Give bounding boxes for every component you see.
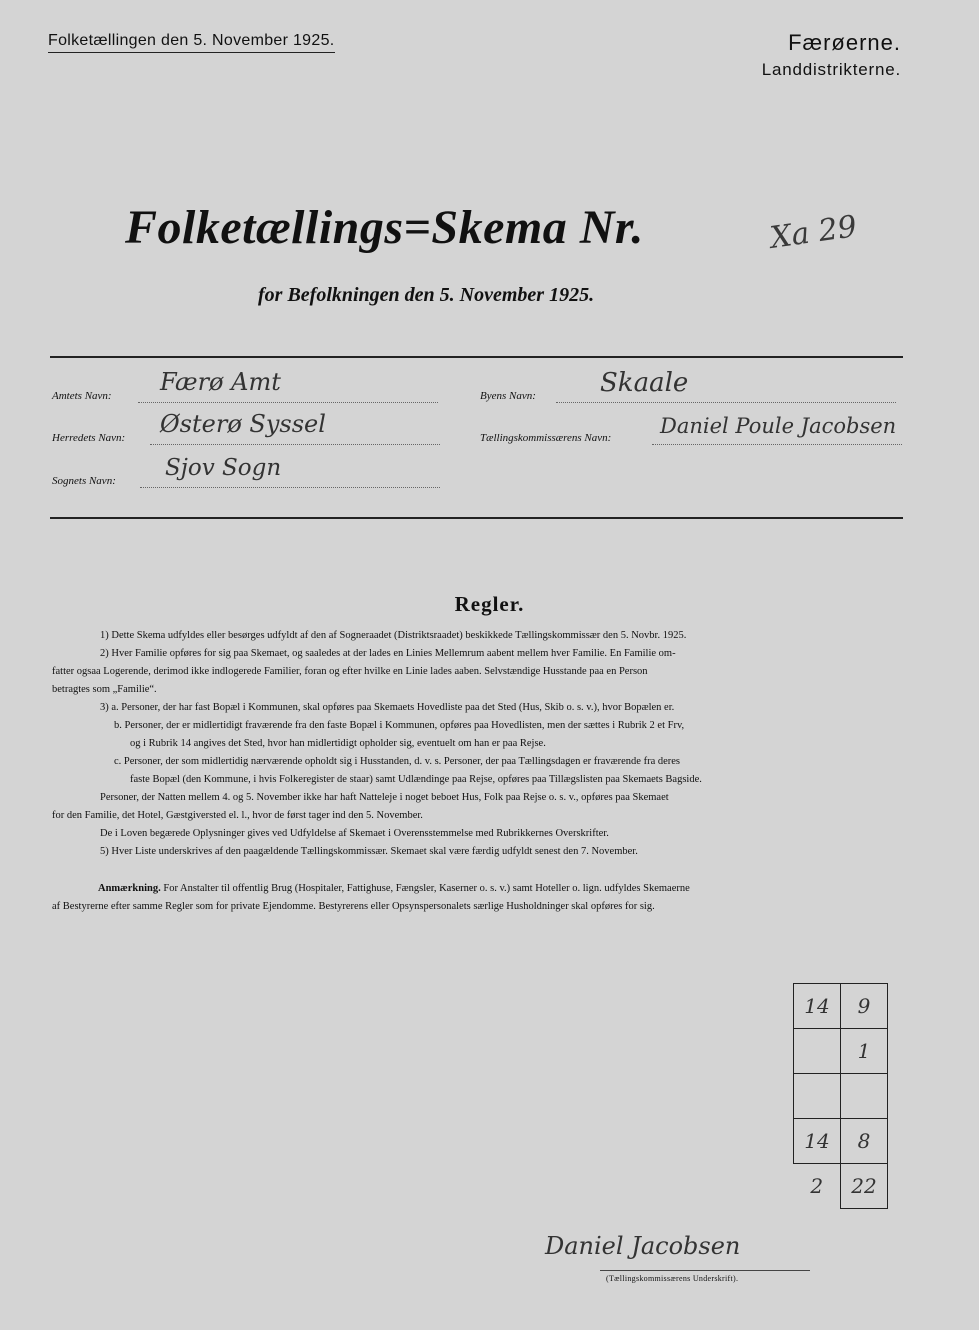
anmaerkning-line1: For Anstalter til offentlig Brug (Hospitaler, Fattighuse, Fængsler, Kaserner o. s. v.) samt Hoteller o. lign. udfyldes Skemaerne (163, 883, 690, 894)
district-type: Landdistrikterne. (761, 60, 901, 79)
rule-line: b. Personer, der er midlertidigt fraværende fra den faste Bopæl i Kommunen, opføres paa Hovedlisten, men der sættes i Rubrik 2 et Frv, (114, 720, 685, 731)
by-value[interactable]: Skaale (600, 368, 689, 398)
herred-line (150, 444, 440, 445)
rule-line: 3) a. Personer, der har fast Bopæl i Kommunen, skal opføres paa Skemaets Hovedliste paa det Sted (Hus, Skib o. s. v.), hvor Bopælen er. (100, 702, 675, 713)
sogn-label: Sognets Navn: (52, 475, 116, 487)
tally-cell[interactable]: 9 (841, 984, 888, 1029)
tally-total-cell[interactable]: 2 (810, 1174, 824, 1199)
tally-cell[interactable] (794, 1029, 841, 1074)
tally-row (794, 984, 888, 1029)
amt-label: Amtets Navn: (52, 390, 112, 402)
rule-line: fatter ogsaa Logerende, derimod ikke indlogerede Familier, foran og efter hvilke en Linie lades aaben. Selvstændige Husstande paa en Person (52, 666, 648, 677)
tally-row (794, 1074, 888, 1119)
rule-line: Personer, der Natten mellem 4. og 5. November ikke har haft Natteleje i noget beboet Hus, Folk paa Rejse o. s. v., opføres paa Skemaet (100, 792, 669, 803)
kommissaer-value[interactable]: Daniel Poule Jacobsen (660, 414, 897, 438)
amt-line (138, 402, 438, 403)
tally-table (793, 983, 888, 1209)
amt-value[interactable]: Færø Amt (160, 368, 281, 396)
tally-cell[interactable]: 14 (794, 984, 841, 1029)
rule-line: c. Personer, der som midlertidig nærværende opholdt sig i Husstanden, d. v. s. Personer, der paa Tællingsdagen er fraværende fra deres (114, 756, 681, 767)
by-label: Byens Navn: (480, 390, 536, 402)
herred-label: Herredets Navn: (52, 432, 126, 444)
tally-row (794, 1119, 888, 1164)
region-header (762, 30, 901, 80)
anmaerkning-note (52, 880, 904, 916)
sogn-line (140, 487, 440, 488)
rules-heading: Regler. (454, 592, 525, 616)
form-subtitle: for Befolkningen den 5. November 1925. (258, 284, 595, 306)
anmaerkning-line2: af Bestyrerne efter samme Regler som for private Ejendomme. Bestyrerens eller Opsynspersonalets særlige Husholdninger skal opføres for sig. (52, 901, 655, 912)
by-line (556, 402, 896, 403)
rule-line: faste Bopæl (den Kommune, i hvis Folkeregister de staar) samt Udlændinge paa Rejse, opføres paa Tillægslisten paa Skemaets Bagside. (130, 774, 702, 785)
top-divider (50, 356, 903, 358)
tally-total-cell[interactable]: 22 (841, 1164, 888, 1209)
rule-line: 1) Dette Skema udfyldes eller besørges udfyldt af den af Sogneraadet (Distriktsraadet) beskikkede Tællingskommissær den 5. Novbr. 1925. (100, 630, 687, 641)
rule-line: og i Rubrik 14 angives det Sted, hvor han midlertidigt opholder sig, eventuelt om han er paa Rejse. (130, 738, 546, 749)
signature-line (600, 1270, 810, 1271)
signature-handwritten[interactable]: Daniel Jacobsen (545, 1232, 741, 1260)
herred-value[interactable]: Østerø Syssel (160, 410, 326, 438)
bottom-divider (50, 517, 903, 519)
rule-line: De i Loven begærede Oplysninger gives ved Udfyldelse af Skemaet i Overensstemmelse med Rubrikkernes Overskrifter. (100, 828, 609, 839)
signature-caption: (Tællingskommissærens Underskrift). (606, 1274, 739, 1283)
tally-cell[interactable]: 1 (841, 1029, 888, 1074)
rule-line: for den Familie, det Hotel, Gæstgiversted el. l., hvor de først tager ind den 5. November. (52, 810, 423, 821)
rule-line: 5) Hver Liste underskrives af den paagældende Tællingskommissær. Skemaet skal være færdig udfyldt senest den 7. November. (100, 846, 638, 857)
tally-cell[interactable] (841, 1074, 888, 1119)
census-date-header: Folketællingen den 5. November 1925. (48, 32, 335, 53)
rule-line: 2) Hver Familie opføres for sig paa Skemaet, og saaledes at der lades en Linies Mellemrum aabent mellem hver Familie. En Familie om- (100, 648, 676, 659)
tally-cell[interactable]: 14 (794, 1119, 841, 1164)
anmaerkning-label: Anmærkning. (98, 883, 161, 894)
handwritten-form-number: Xa 29 (767, 209, 859, 256)
sogn-value[interactable]: Sjov Sogn (165, 455, 282, 481)
rule-line: betragtes som „Familie“. (52, 684, 157, 695)
tally-total-row (794, 1164, 888, 1209)
kommissaer-line (652, 444, 902, 445)
kommissaer-label: Tællingskommissærens Navn: (480, 432, 612, 444)
tally-cell[interactable]: 8 (841, 1119, 888, 1164)
tally-cell[interactable] (794, 1074, 841, 1119)
tally-row (794, 1029, 888, 1074)
region-name: Færøerne. (788, 30, 901, 55)
form-title: Folketællings=Skema Nr. (125, 201, 644, 254)
